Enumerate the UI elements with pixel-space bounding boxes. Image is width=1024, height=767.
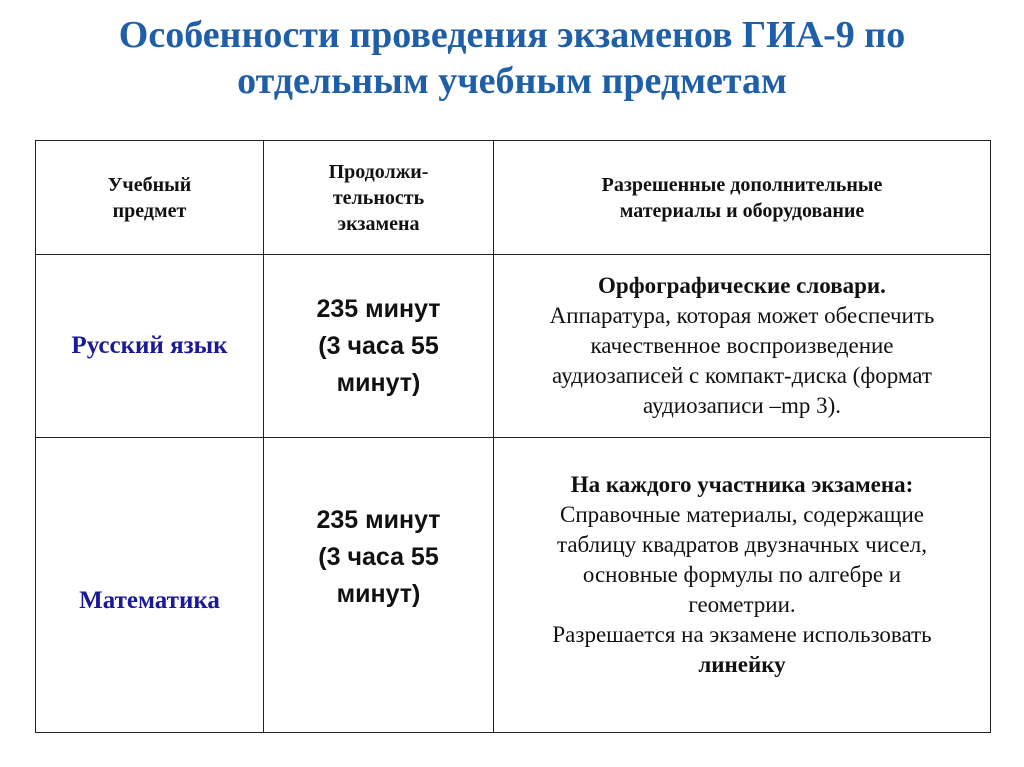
materials-line: основные формулы по алгебре и bbox=[582, 562, 902, 587]
materials-line: Разрешается на экзамене использовать bbox=[552, 622, 932, 647]
table-row bbox=[36, 438, 991, 733]
duration-line: (3 часа 55 bbox=[318, 543, 439, 571]
title-line-2: отдельным учебным предметам bbox=[237, 60, 787, 102]
materials-heading: Орфографические словари. bbox=[598, 273, 886, 298]
subject-name: Русский язык bbox=[71, 332, 228, 359]
duration-line: 235 минут bbox=[316, 294, 441, 323]
duration-line: минут) bbox=[336, 580, 421, 608]
subject-name: Математика bbox=[79, 587, 220, 614]
header-duration-line: экзамена bbox=[337, 212, 420, 235]
header-subject-line: предмет bbox=[112, 199, 187, 222]
page-title bbox=[0, 12, 1024, 104]
title-line-1: Особенности проведения экзаменов ГИА-9 по bbox=[118, 14, 906, 56]
materials-cell bbox=[494, 255, 991, 438]
header-duration-line: Продолжи- bbox=[328, 160, 429, 183]
header-subject bbox=[36, 141, 264, 255]
header-subject-line: Учебный bbox=[107, 173, 192, 196]
materials-line: аудиозаписей с компакт-диска (формат bbox=[552, 363, 932, 388]
subject-cell bbox=[36, 255, 264, 438]
materials-line: качественное воспроизведение bbox=[590, 333, 894, 358]
duration-line: (3 часа 55 bbox=[318, 331, 439, 360]
header-materials bbox=[494, 141, 991, 255]
header-materials-line: Разрешенные дополнительные bbox=[601, 173, 883, 196]
duration-line: минут) bbox=[336, 368, 421, 397]
exam-table bbox=[35, 140, 991, 733]
materials-line: Справочные материалы, содержащие bbox=[560, 502, 924, 527]
duration-cell bbox=[264, 255, 494, 438]
duration-line: 235 минут bbox=[316, 506, 441, 534]
materials-heading: На каждого участника экзамена: bbox=[570, 472, 914, 497]
duration-cell bbox=[264, 438, 494, 733]
table-header-row bbox=[36, 141, 991, 255]
materials-cell bbox=[494, 438, 991, 733]
header-materials-line: материалы и оборудование bbox=[619, 199, 865, 222]
header-duration-line: тельность bbox=[332, 186, 425, 209]
subject-cell bbox=[36, 438, 264, 733]
header-duration bbox=[264, 141, 494, 255]
materials-line: геометрии. bbox=[688, 592, 796, 617]
materials-line: аудиозаписи –mp 3). bbox=[642, 393, 842, 418]
materials-bold-end: линейку bbox=[698, 652, 786, 677]
table-row bbox=[36, 255, 991, 438]
materials-line: таблицу квадратов двузначных чисел, bbox=[557, 532, 927, 557]
materials-line: Аппаратура, которая может обеспечить bbox=[549, 303, 935, 328]
